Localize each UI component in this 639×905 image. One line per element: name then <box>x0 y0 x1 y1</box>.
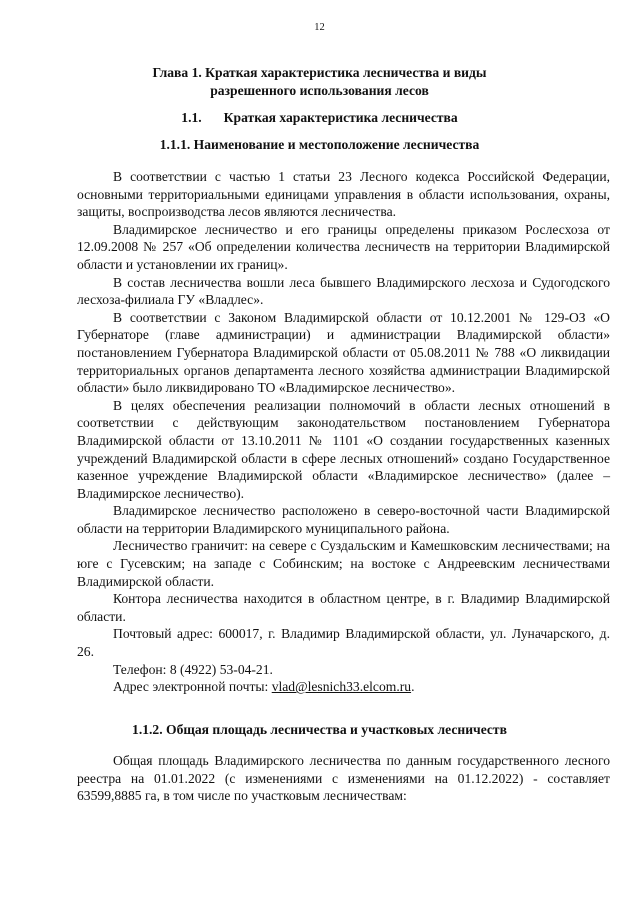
section-1-1-2-body <box>77 752 610 805</box>
phone: Телефон: 8 (4922) 53-04-21. <box>113 661 273 677</box>
section-1-1-title: Краткая характеристика лесничества <box>223 110 458 125</box>
paragraph-8: Контора лесничества находится в областном центре, в г. Владимир Владимирской области. <box>77 591 610 624</box>
section-1-1-1-heading: 1.1.1. Наименование и местоположение лесничества <box>159 137 480 152</box>
email-label: Адрес электронной почты: <box>113 679 272 695</box>
email-suffix: . <box>411 679 415 695</box>
section-1-1-number: 1.1. <box>181 110 202 125</box>
chapter-title-line-1: Глава 1. Краткая характеристика лесничества и виды <box>152 65 487 80</box>
paragraph-2: Владимирское лесничество и его границы определены приказом Рослесхоза от 12.09.2008 № 257 «Об определении количества лесничеств на территории Владимирской области и установлении их границ». <box>77 221 610 272</box>
area-paragraph: Общая площадь Владимирского лесничества по данным государственного лесного реестра на 01.01.2022 (с изменениями с изменениями на 01.12.2022) - составляет 63599,8885 га, в том числе по участковым лесничествам: <box>77 753 610 804</box>
email-line <box>77 678 610 696</box>
chapter-title-line-2: разрешенного использования лесов <box>210 83 429 98</box>
paragraph-5: В целях обеспечения реализации полномочий в области лесных отношений в соответствии с действующим законодательством постановлением Губернатора Владимирской области от 13.10.2011 № 1101 «О создании государственных казенных учреждений Владимирской области в сфере лесных отношений» создано Государственное казенное учреждение Владимирской области «Владимирское лесничество» (далее – Владимирское лесничество). <box>77 397 610 501</box>
postal-address: Почтовый адрес: 600017, г. Владимир Владимирской области, ул. Луначарского, д. 26. <box>77 626 610 660</box>
paragraph-4: В соответствии с Законом Владимирской области от 10.12.2001 № 129-ОЗ «О Губернаторе (главе администрации) и администрации Владимирской области» постановлением Губернатора Владимирской области от 05.08.2011 № 788 «О ликвидации территориальных органов департамента лесного хозяйства администрации Владимирской области» было ликвидировано ТО «Владимирское лесничество». <box>77 309 610 396</box>
page-number: 12 <box>314 22 325 33</box>
email-link[interactable]: vlad@lesnich33.elcom.ru <box>271 679 412 695</box>
section-1-1-2-heading: 1.1.2. Общая площадь лесничества и участковых лесничеств <box>132 722 507 737</box>
paragraph-1: В соответствии с частью 1 статьи 23 Лесного кодекса Российской Федерации, основными территориальными единицами управления в области использования, охраны, защиты, воспроизводства лесов являются лесничества. <box>77 169 610 220</box>
section-1-1-heading <box>0 110 639 126</box>
paragraph-6: Владимирское лесничество расположено в северо-восточной части Владимирской области на территории Владимирского муниципального района. <box>77 503 610 536</box>
paragraph-3: В состав лесничества вошли леса бывшего Владимирского лесхоза и Судогодского лесхоза-филиала ГУ «Владлес». <box>77 274 610 308</box>
paragraph-7: Лесничество граничит: на севере с Суздальским и Камешковским лесничествами; на юге с Гусевским; на западе с Собинским; на востоке с Андреевским лесничествами Владимирской области. <box>77 538 610 589</box>
section-1-1-1-body <box>77 168 610 696</box>
